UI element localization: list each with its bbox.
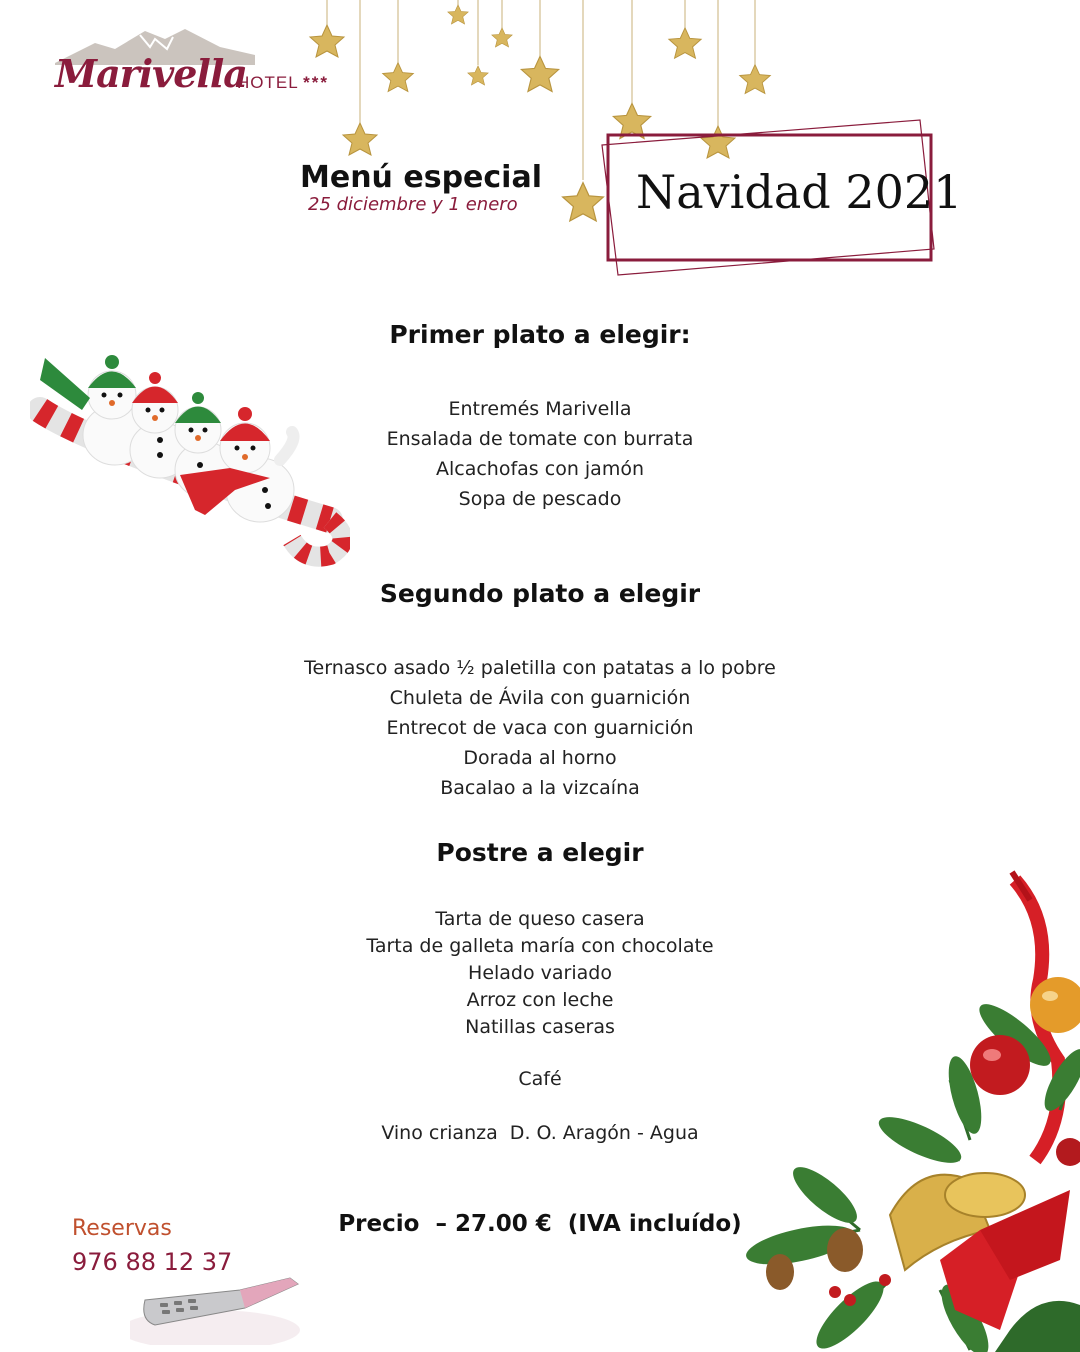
list-item: Alcachofas con jamón [436,458,644,480]
phone-icon [130,1270,310,1345]
hotel-label: HOTEL [237,73,299,92]
menu-title: Menú especial [300,160,542,195]
reservations-phone[interactable]: 976 88 12 37 [72,1248,233,1276]
hotel-stars: *** [303,73,329,92]
section-heading-postre: Postre a elegir [436,838,644,867]
list-item: Bacalao a la vizcaína [440,777,640,799]
primer-list [0,394,1080,514]
drinks-line: Vino crianza D. O. Aragón - Agua [381,1122,699,1144]
coffee-line: Café [518,1068,562,1090]
list-item: Entremés Marivella [448,398,632,420]
list-item: Dorada al horno [463,747,617,769]
list-item: Chuleta de Ávila con guarnición [389,687,691,709]
list-item: Helado variado [468,962,612,984]
list-item: Arroz con leche [466,989,614,1011]
list-item: Natillas caseras [465,1016,615,1038]
list-item: Tarta de queso casera [435,908,645,930]
section-heading-segundo: Segundo plato a elegir [379,579,701,608]
list-item: Ternasco asado ½ paletilla con patatas a lo pobre [304,657,776,679]
list-item: Sopa de pescado [458,488,622,510]
box-title: Navidad 2021 [636,165,963,219]
reservations-label: Reservas [72,1216,172,1241]
menu-dates: 25 diciembre y 1 enero [308,194,518,215]
brand-name: Marivella [55,51,247,96]
segundo-list [0,653,1080,803]
list-item: Ensalada de tomate con burrata [386,428,694,450]
christmas-decoration [740,860,1080,1352]
list-item: Tarta de galleta maría con chocolate [366,935,714,957]
price-line: Precio – 27.00 € (IVA incluído) [338,1211,742,1237]
list-item: Entrecot de vaca con guarnición [386,717,694,739]
section-heading-primer: Primer plato a elegir: [389,320,691,349]
